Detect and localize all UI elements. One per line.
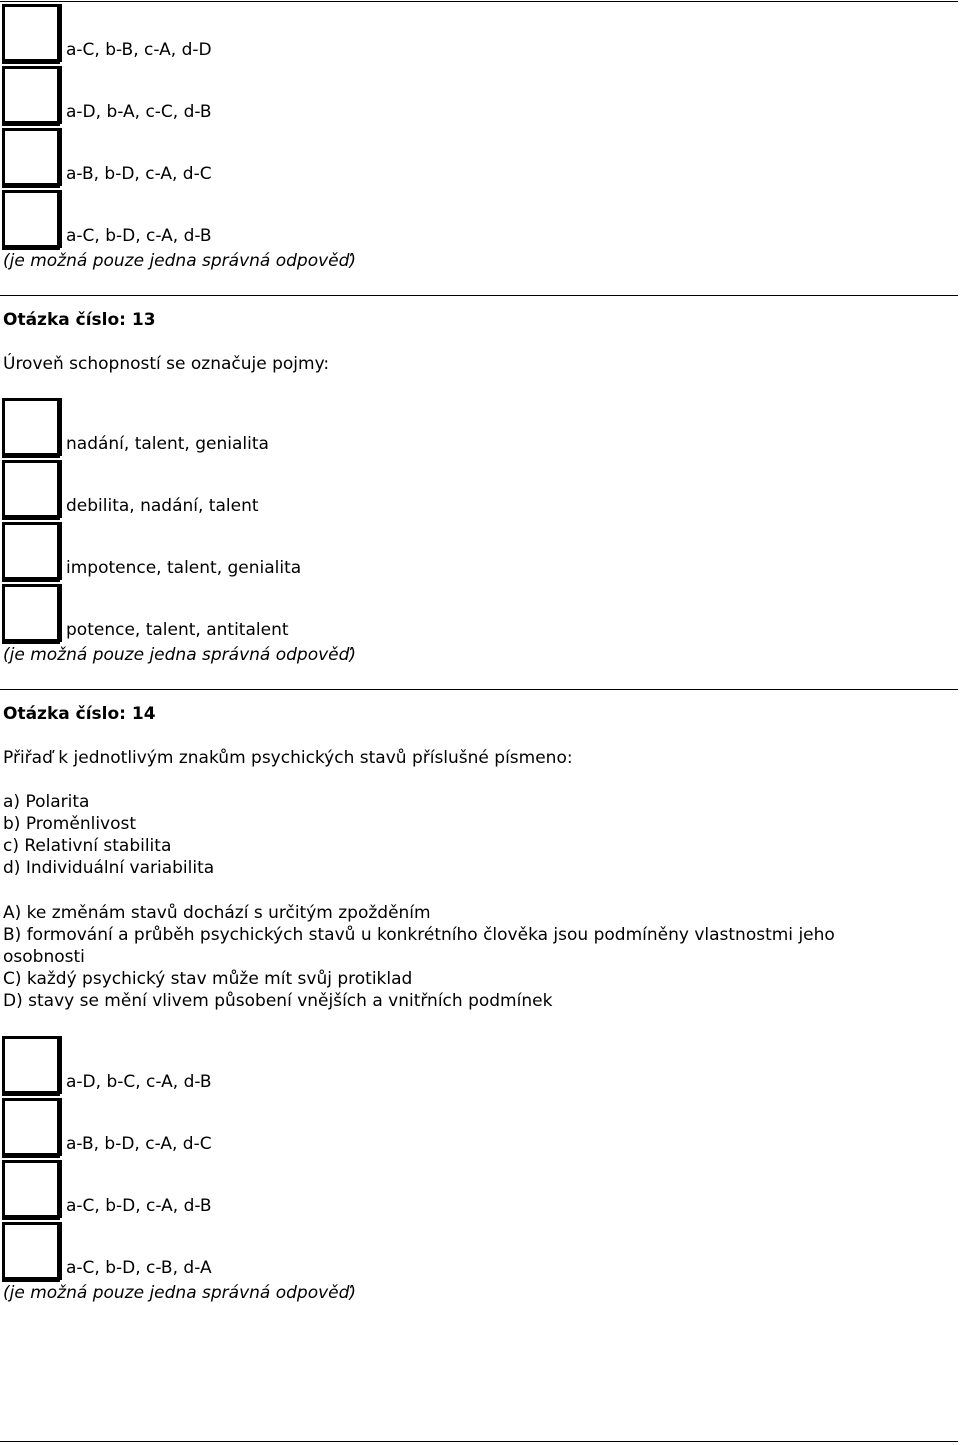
answer-option[interactable]	[0, 520, 700, 578]
question-text: Úroveň schopností se označuje pojmy:	[3, 354, 330, 374]
option-label: potence, talent, antitalent	[66, 620, 289, 640]
option-label: a-C, b-D, c-B, d-A	[66, 1258, 212, 1278]
checkbox[interactable]	[2, 398, 60, 456]
checkbox[interactable]	[2, 4, 60, 62]
checkbox[interactable]	[2, 190, 60, 248]
option-label: a-B, b-D, c-A, d-C	[66, 1134, 212, 1154]
list-item: osobnosti	[3, 947, 85, 967]
question-text: Přiřaď k jednotlivým znakům psychických stavů příslušné písmeno:	[3, 748, 573, 768]
list-item: A) ke změnám stavů dochází s určitým zpožděním	[3, 903, 431, 923]
answer-option[interactable]	[0, 1034, 700, 1092]
checkbox[interactable]	[2, 1222, 60, 1280]
option-label: a-D, b-C, c-A, d-B	[66, 1072, 212, 1092]
answer-option[interactable]	[0, 64, 700, 122]
single-answer-note: (je možná pouze jedna správná odpověď)	[3, 251, 357, 271]
option-label: debilita, nadání, talent	[66, 496, 259, 516]
option-label: a-B, b-D, c-A, d-C	[66, 164, 212, 184]
question-title: Otázka číslo: 13	[3, 310, 156, 330]
checkbox[interactable]	[2, 522, 60, 580]
list-item: d) Individuální variabilita	[3, 858, 215, 878]
checkbox[interactable]	[2, 584, 60, 642]
option-label: a-C, b-B, c-A, d-D	[66, 40, 212, 60]
list-item: B) formování a průběh psychických stavů u konkrétního člověka jsou podmíněny vlastnostmi jeho	[3, 925, 835, 945]
checkbox[interactable]	[2, 66, 60, 124]
option-label: a-C, b-D, c-A, d-B	[66, 226, 212, 246]
checkbox[interactable]	[2, 1160, 60, 1218]
lettered-items-lowercase	[3, 791, 214, 879]
answer-option[interactable]	[0, 1220, 700, 1278]
answer-option[interactable]	[0, 2, 700, 60]
checkbox[interactable]	[2, 1036, 60, 1094]
list-item: c) Relativní stabilita	[3, 836, 172, 856]
answer-option[interactable]	[0, 188, 700, 246]
answer-option[interactable]	[0, 126, 700, 184]
checkbox[interactable]	[2, 460, 60, 518]
question-divider	[0, 689, 958, 690]
list-item: D) stavy se mění vlivem působení vnějších a vnitřních podmínek	[3, 991, 553, 1011]
option-label: a-C, b-D, c-A, d-B	[66, 1196, 212, 1216]
checkbox[interactable]	[2, 128, 60, 186]
list-item: b) Proměnlivost	[3, 814, 137, 834]
option-label: nadání, talent, genialita	[66, 434, 269, 454]
single-answer-note: (je možná pouze jedna správná odpověď)	[3, 1283, 357, 1303]
single-answer-note: (je možná pouze jedna správná odpověď)	[3, 645, 357, 665]
question-title: Otázka číslo: 14	[3, 704, 156, 724]
answer-option[interactable]	[0, 458, 700, 516]
lettered-items-uppercase	[3, 902, 835, 1012]
bottom-divider	[0, 1441, 958, 1442]
option-label: a-D, b-A, c-C, d-B	[66, 102, 212, 122]
checkbox[interactable]	[2, 1098, 60, 1156]
answer-option[interactable]	[0, 396, 700, 454]
list-item: a) Polarita	[3, 792, 90, 812]
list-item: C) každý psychický stav může mít svůj protiklad	[3, 969, 413, 989]
answer-option[interactable]	[0, 582, 700, 640]
answer-option[interactable]	[0, 1158, 700, 1216]
answer-option[interactable]	[0, 1096, 700, 1154]
question-divider	[0, 295, 958, 296]
option-label: impotence, talent, genialita	[66, 558, 302, 578]
